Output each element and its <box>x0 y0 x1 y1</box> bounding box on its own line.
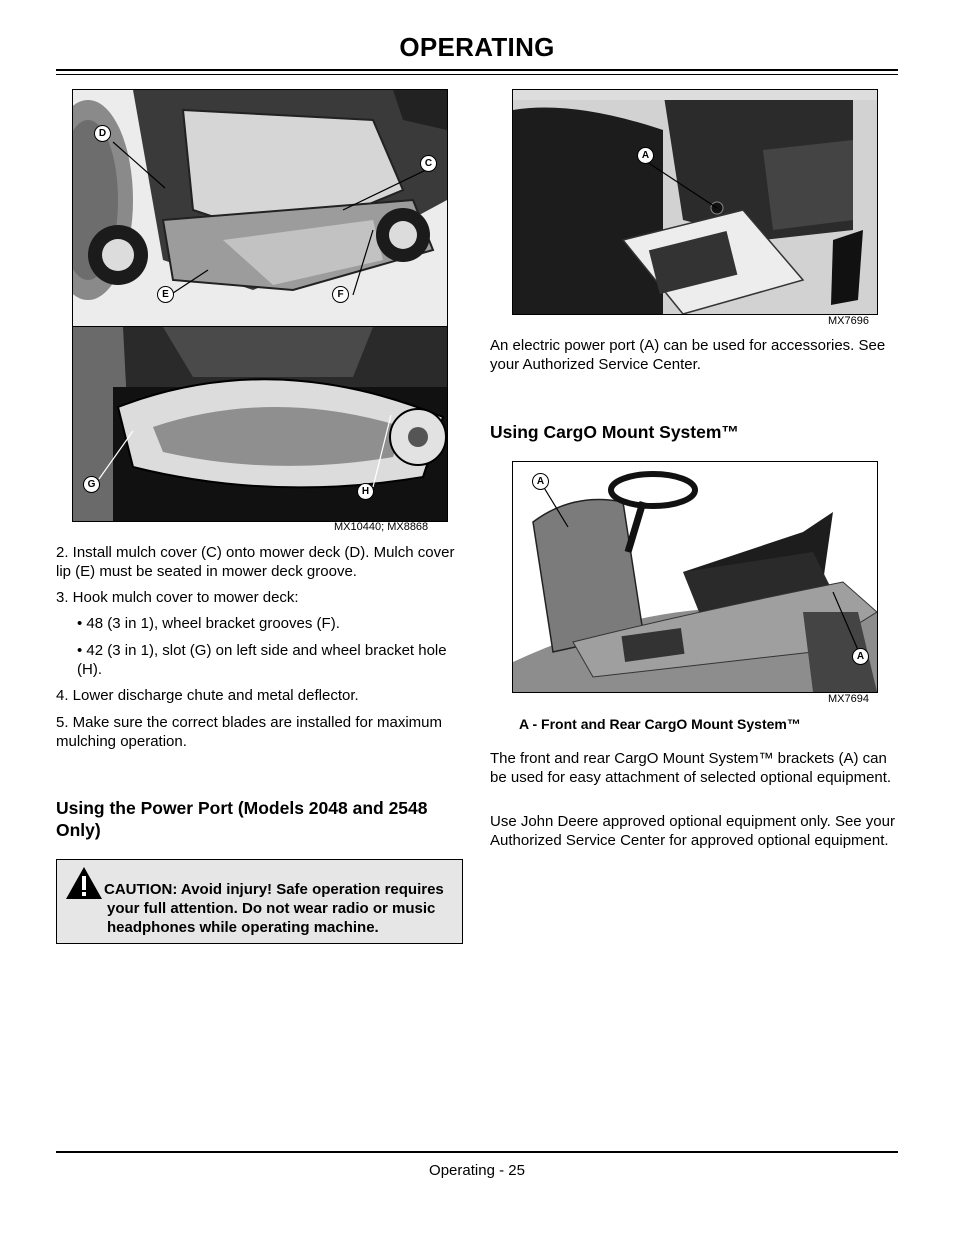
cargo-heading: Using CargO Mount System™ <box>490 422 739 442</box>
step-3-bullet-2: • 42 (3 in 1), slot (G) on left side and wheel bracket hole (H). <box>77 642 447 678</box>
step-3-bullet-1: • 48 (3 in 1), wheel bracket grooves (F). <box>77 615 340 632</box>
power-port-heading: Using the Power Port (Models 2048 and 2548 Only) <box>56 798 428 840</box>
page-number: Operating - 25 <box>429 1162 525 1179</box>
power-port-figure-id: MX7696 <box>828 315 869 327</box>
header-rule <box>56 69 898 71</box>
page-title: OPERATING <box>399 32 555 62</box>
callout-a-front: A <box>532 473 549 490</box>
cargo-caption: A - Front and Rear CargO Mount System™ <box>519 716 801 732</box>
cargo-text-1: The front and rear CargO Mount System™ brackets (A) can be used for easy attachment of selected optional equipment. <box>490 750 892 786</box>
callout-a-power: A <box>637 147 654 164</box>
mulch-figure-id: MX10440; MX8868 <box>334 521 429 533</box>
cargo-text-2: Use John Deere approved optional equipment only. See your Authorized Service Center for approved optional equipment. <box>490 813 895 849</box>
mulch-cover-photo <box>72 89 448 328</box>
callout-h: H <box>357 483 374 500</box>
step-2: 2. Install mulch cover (C) onto mower deck (D). Mulch cover lip (E) must be seated in mower deck groove. <box>56 544 455 580</box>
footer-rule <box>56 1151 898 1153</box>
callout-a-rear: A <box>852 648 869 665</box>
power-port-photo <box>512 89 878 315</box>
step-5: 5. Make sure the correct blades are installed for maximum mulching operation. <box>56 714 442 750</box>
callout-c: C <box>420 155 437 172</box>
callout-f: F <box>332 286 349 303</box>
cargo-mount-photo <box>512 461 878 693</box>
caution-box <box>56 859 463 944</box>
warning-triangle-icon <box>65 866 103 900</box>
mulch-slot-photo <box>72 326 448 522</box>
header-rule-thin <box>56 74 898 75</box>
callout-g: G <box>83 476 100 493</box>
power-port-text: An electric power port (A) can be used for accessories. See your Authorized Service Center. <box>490 337 886 373</box>
step-3: 3. Hook mulch cover to mower deck: <box>56 589 299 606</box>
callout-e: E <box>157 286 174 303</box>
caution-text: CAUTION: Avoid injury! Safe operation requires your full attention. Do not wear radio or music headphones while operating machine. <box>104 881 444 936</box>
callout-d: D <box>94 125 111 142</box>
step-4: 4. Lower discharge chute and metal deflector. <box>56 687 359 704</box>
cargo-figure-id: MX7694 <box>828 693 869 705</box>
